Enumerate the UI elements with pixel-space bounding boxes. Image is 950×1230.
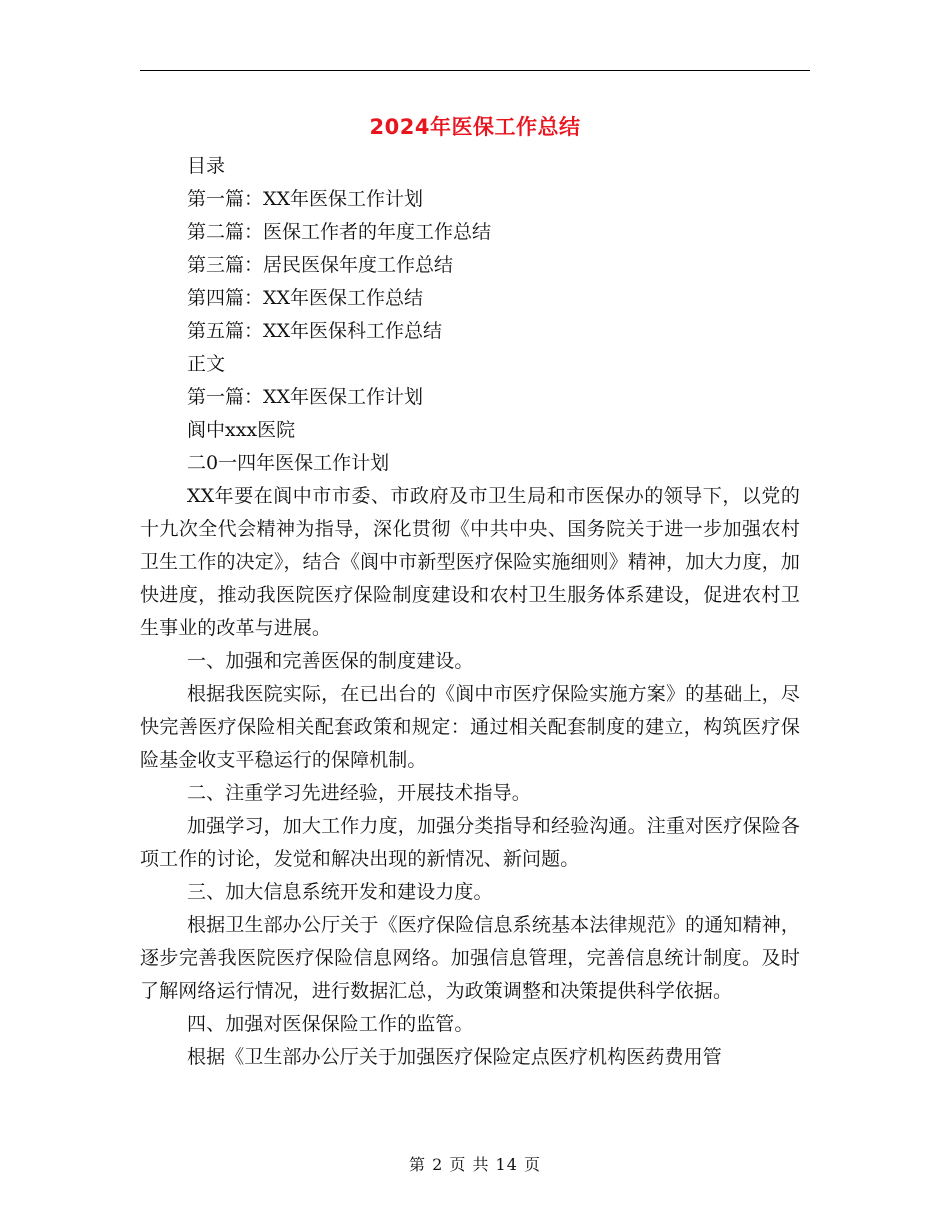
toc-item: 第二篇：医保工作者的年度工作总结 <box>187 221 492 243</box>
toc-item: 第五篇：XX年医保科工作总结 <box>187 320 443 342</box>
paragraph: 加强学习，加大工作力度，加强分类指导和经验沟通。注重对医疗保险各项工作的讨论，发觉和解决出现的新情况、新问题。 <box>140 815 800 870</box>
organization-name: 阆中xxx医院 <box>187 419 296 441</box>
footer-middle: 页 共 <box>449 1155 490 1174</box>
page-footer <box>0 1152 950 1175</box>
paragraph: XX年要在阆中市市委、市政府及市卫生局和市医保办的领导下，以党的十九次全代会精神为指导，深化贯彻《中共中央、国务院关于进一步加强农村卫生工作的决定》，结合《阆中市新型医疗保险实施细则》精神，加大力度，加快进度，推动我医院医疗保险制度建设和农村卫生服务体系建设，促进农村卫生事业的改革与进展。 <box>140 485 800 639</box>
document-title: 2024年医保工作总结 <box>369 115 581 139</box>
current-page-number: 2 <box>432 1155 444 1174</box>
document-body <box>140 150 800 1074</box>
paragraph: 根据卫生部办公厅关于《医疗保险信息系统基本法律规范》的通知精神，逐步完善我医院医疗保险信息网络。加强信息管理，完善信息统计制度。及时了解网络运行情况，进行数据汇总，为政策调整和决策提供科学依据。 <box>140 914 800 1002</box>
toc-item: 第一篇：XX年医保工作计划 <box>187 188 424 210</box>
section-heading: 三、加大信息系统开发和建设力度。 <box>187 881 493 903</box>
section-heading: 二、注重学习先进经验，开展技术指导。 <box>187 782 531 804</box>
total-page-count: 14 <box>495 1155 518 1174</box>
header-rule <box>140 70 810 71</box>
body-heading: 正文 <box>187 353 226 375</box>
paragraph: 根据《卫生部办公厅关于加强医疗保险定点医疗机构医药费用管 <box>187 1046 722 1068</box>
toc-item: 第四篇：XX年医保工作总结 <box>187 287 424 309</box>
toc-item: 第三篇：居民医保年度工作总结 <box>187 254 454 276</box>
toc-heading: 目录 <box>187 155 226 177</box>
paragraph: 根据我医院实际，在已出台的《阆中市医疗保险实施方案》的基础上，尽快完善医疗保险相关配套政策和规定：通过相关配套制度的建立，构筑医疗保险基金收支平稳运行的保障机制。 <box>140 683 800 771</box>
chapter-title: 第一篇：XX年医保工作计划 <box>187 386 424 408</box>
plan-title: 二0一四年医保工作计划 <box>187 452 390 474</box>
section-heading: 一、加强和完善医保的制度建设。 <box>187 650 474 672</box>
footer-suffix: 页 <box>524 1155 542 1174</box>
footer-prefix: 第 <box>408 1155 426 1174</box>
section-heading: 四、加强对医保保险工作的监管。 <box>187 1013 474 1035</box>
